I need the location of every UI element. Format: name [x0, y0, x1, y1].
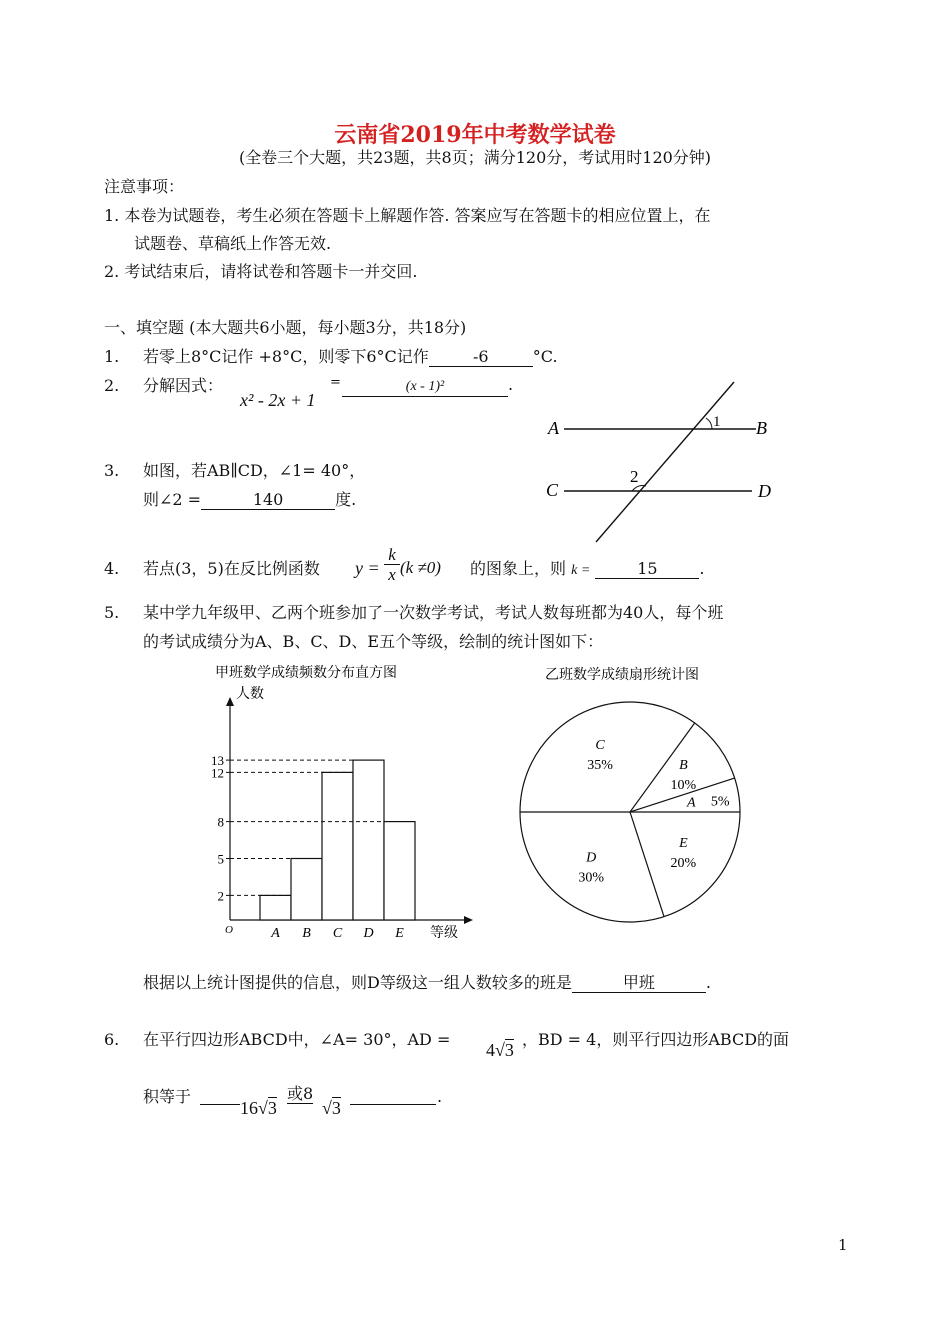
pie-slice-label: C: [595, 738, 605, 754]
question-2-answer: (x - 1)²: [342, 378, 508, 397]
x-axis-arrow-icon: [464, 916, 473, 924]
label-b: B: [756, 418, 767, 438]
pie-slice-label: B: [679, 758, 688, 774]
question-6-answer-or: 或8: [287, 1084, 314, 1103]
question-6-answer-part2: [322, 1098, 341, 1119]
question-5-answer: 甲班: [572, 974, 706, 993]
fraction-denominator: x: [388, 565, 396, 584]
question-2-equals: =: [330, 375, 341, 390]
y-axis-arrow-icon: [226, 697, 234, 706]
question-5-conclusion-text: 根据以上统计图提供的信息，则D等级这一组人数较多的班是: [143, 973, 572, 992]
question-3-prompt: 则∠2 =: [143, 490, 202, 509]
y-tick-label: 13: [211, 753, 224, 769]
question-5-line2: 的考试成绩分为A、B、C、D、E五个等级，绘制的统计图如下：: [143, 632, 604, 651]
bar: [322, 772, 353, 920]
question-1: [143, 347, 558, 367]
page-number: 1: [838, 1236, 848, 1254]
question-6-line1-pre: 在平行四边形ABCD中，∠A= 30°，AD =: [143, 1030, 451, 1049]
question-3-tail: 度.: [335, 490, 357, 509]
pie-slice-label: D: [586, 850, 597, 866]
question-3-answer: 140: [201, 491, 335, 510]
histogram-x-label: 等级: [430, 926, 458, 941]
question-2-number: 2.: [104, 376, 120, 395]
label-d: D: [758, 481, 771, 501]
sqrt-icon: √: [322, 1098, 332, 1118]
question-4-post: [470, 559, 704, 581]
question-2-text: 分解因式：: [143, 376, 224, 395]
bar: [291, 859, 322, 921]
question-5-tail: .: [705, 973, 711, 992]
question-2-answer-line: [342, 375, 513, 397]
question-1-number: 1.: [104, 347, 120, 366]
class-b-pie-chart: [505, 660, 755, 935]
x-tick-label: D: [363, 926, 374, 941]
parallel-lines-figure: [540, 378, 790, 548]
question-4-answer: 15: [595, 560, 699, 579]
pie-slice-percent: 10%: [670, 778, 697, 794]
pie-slice-label: E: [679, 835, 688, 851]
question-6-answer-line-right: [350, 1104, 436, 1105]
question-4-pre: 若点(3，5)在反比例函数: [143, 559, 320, 578]
question-4-post-text: 的图象上，则: [470, 559, 567, 578]
pie-title: 乙班数学成绩扇形统计图: [545, 668, 699, 683]
question-1-answer: -6: [429, 348, 533, 367]
question-3-number: 3.: [104, 461, 120, 480]
answer-coefficient: 16: [240, 1098, 258, 1118]
question-6-number: 6.: [104, 1030, 120, 1049]
transversal: [596, 382, 734, 542]
label-a: A: [548, 418, 559, 438]
note-2: 2. 考试结束后，请将试卷和答题卡一并交回.: [104, 262, 418, 281]
question-6-answer-line-left: [200, 1104, 240, 1105]
question-6-ad-value: [486, 1040, 514, 1061]
pie-slice-percent: 20%: [670, 855, 697, 871]
bar: [353, 760, 384, 920]
question-5-line1: 某中学九年级甲、乙两个班参加了一次数学考试，考试人数每班都为40人，每个班: [143, 603, 724, 622]
question-2-tail: .: [508, 375, 514, 394]
notes-heading: 注意事项：: [104, 177, 185, 196]
question-5-number: 5.: [104, 603, 120, 622]
label-angle-1: 1: [713, 414, 721, 430]
sqrt-icon: √: [495, 1040, 505, 1060]
question-6-line1-post: ，BD = 4，则平行四边形ABCD的面: [522, 1030, 790, 1049]
bar: [260, 895, 291, 920]
question-4-tail: .: [699, 559, 705, 578]
answer-radicand-2: 3: [331, 1098, 341, 1118]
sqrt-icon: √: [258, 1098, 268, 1118]
angle-1-arc: [706, 418, 712, 429]
question-6-answer-part1: [240, 1098, 277, 1119]
y-tick-label: 5: [217, 851, 224, 867]
note-1: 1. 本卷为试题卷，考生必须在答题卡上解题作答. 答案应写在答题卡的相应位置上，在: [104, 206, 711, 225]
section-heading: 一、填空题 (本大题共6小题，每小题3分，共18分): [104, 318, 467, 337]
question-1-text: 若零上8°C记作 +8°C，则零下6°C记作: [143, 347, 429, 366]
question-4-fraction: [384, 546, 400, 585]
question-6-line2-pre: 积等于: [143, 1087, 192, 1106]
pie-slice-label: A: [686, 795, 696, 811]
question-3-line1: 如图，若AB∥CD，∠1= 40°，: [143, 461, 366, 480]
fraction-numerator: k: [384, 546, 400, 565]
x-tick-label: A: [271, 926, 280, 941]
page-title: 云南省2019年中考数学试卷: [334, 122, 616, 148]
x-tick-label: B: [302, 926, 311, 941]
question-5-conclusion: [143, 973, 711, 993]
origin-label: O: [225, 924, 233, 936]
ad-coefficient: 4: [486, 1040, 495, 1060]
question-6-tail: .: [437, 1087, 443, 1106]
pie-slice-percent: 5%: [710, 794, 730, 810]
pie-slice-percent: 35%: [587, 758, 613, 774]
question-3-line2: [143, 490, 356, 510]
class-a-histogram: [190, 660, 490, 950]
question-4-condition: (k ≠0): [400, 558, 441, 577]
question-4-number: 4.: [104, 559, 120, 578]
label-angle-2: 2: [630, 467, 639, 486]
x-tick-label: E: [395, 926, 404, 941]
y-tick-label: 12: [211, 765, 224, 781]
bar: [384, 822, 415, 920]
question-4-k: k =: [571, 563, 591, 578]
note-1-cont: 试题卷、草稿纸上作答无效.: [134, 234, 332, 253]
answer-radicand: 3: [267, 1098, 277, 1118]
histogram-title: 甲班数学成绩频数分布直方图: [215, 666, 397, 681]
question-4-y: y =: [355, 558, 380, 578]
ad-radicand: 3: [504, 1040, 514, 1060]
question-1-tail: °C.: [532, 347, 558, 366]
y-tick-label: 2: [217, 888, 224, 904]
pie-slice-percent: 30%: [578, 870, 605, 886]
label-c: C: [546, 480, 559, 500]
histogram-y-label: 人数: [236, 687, 264, 702]
exam-info: (全卷三个大题，共23题，共8页；满分120分，考试用时120分钟): [238, 148, 712, 167]
x-tick-label: C: [332, 926, 343, 941]
y-tick-label: 8: [217, 814, 224, 830]
question-2-expression: x² - 2x + 1: [240, 390, 316, 410]
